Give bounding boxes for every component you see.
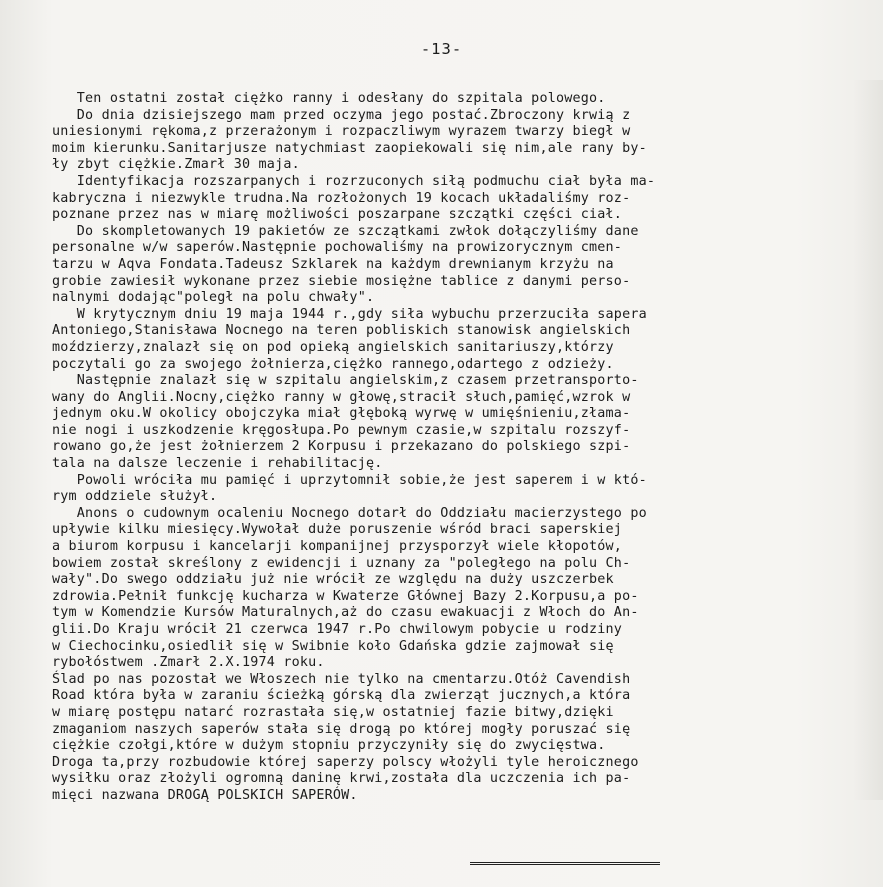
- text-line: ły zbyt ciężkie.Zmarł 30 maja.: [52, 157, 300, 173]
- text-line: Droga ta,przy rozbudowie której saperzy polscy włożyli tyle heroicznego: [52, 754, 639, 770]
- text-line: ciężkie czołgi,które w dużym stopniu przyczyniły się do zwycięstwa.: [52, 738, 606, 754]
- text-line: w Ciechocinku,osiedlił się w Swibnie koło Gdańska gdzie zajmował się: [52, 638, 614, 654]
- text-line: zmaganiom naszych saperów stała się drogą po której mogły poruszać się: [52, 721, 631, 737]
- text-line: rowano go,że jest żołnierzem 2 Korpusu i przekazano do polskiego szpi-: [52, 439, 631, 455]
- text-line: tarzu w Aqva Fondata.Tadeusz Szklarek na każdym drewnianym krzyżu na: [52, 256, 614, 272]
- text-line: Antoniego,Stanisława Nocnego na teren pobliskich stanowisk angielskich: [52, 323, 631, 339]
- text-line: nie nogi i uszkodzenie kręgosłupa.Po pewnym czasie,w szpitalu rozszyf-: [52, 422, 631, 438]
- text-line: glii.Do Kraju wrócił 21 czerwca 1947 r.Po chwilowym pobycie u rodziny: [52, 622, 623, 637]
- text-line: kabryczna i niezwykle trudna.Na rozłożonych 19 kocach układaliśmy roz-: [52, 190, 631, 206]
- text-line: upływie kilku miesięcy.Wywołał duże poruszenie wśród braci saperskiej: [52, 522, 623, 538]
- text-line: Anons o cudownym ocaleniu Nocnego dotarł do Oddziału macierzystego po: [52, 505, 647, 521]
- text-line: wały".Do swego oddziału już nie wrócił ze względu na duży uszczerbek: [52, 572, 614, 588]
- text-line: Powoli wróciła mu pamięć i uprzytomnił sobie,że jest saperem i w któ-: [52, 472, 647, 488]
- text-line: rym oddziele służył.: [52, 489, 218, 505]
- text-line: moździerzy,znalazł się on pod opieką angielskich sanitariuszy,którzy: [52, 339, 614, 355]
- body-text: [52, 91, 832, 805]
- text-line: W krytycznym dniu 19 maja 1944 r.,gdy siła wybuchu przerzuciła sapera: [52, 306, 647, 322]
- text-line: wysiłku oraz złożyli ogromną daninę krwi,została dla uczczenia ich pa-: [52, 771, 631, 787]
- text-line: tym w Komendzie Kursów Maturalnych,aż do czasu ewakuacji z Włoch do An-: [52, 605, 639, 621]
- text-line: nalnymi dodając"poległ na polu chwały".: [52, 290, 375, 306]
- text-line: zdrowia.Pełnił funkcję kucharza w Kwaterze Głównej Bazy 2.Korpusu,a po-: [52, 588, 639, 604]
- text-line: Następnie znalazł się w szpitalu angielskim,z czasem przetransporto-: [52, 373, 639, 389]
- text-line: rybołóstwem .Zmarł 2.X.1974 roku.: [52, 655, 325, 671]
- page-edge-shading: [853, 80, 883, 800]
- text-line: uniesionymi rękoma,z przerażonym i rozpaczliwym wyrazem twarzy biegł w: [52, 124, 631, 140]
- text-line: mięci nazwana DROGĄ POLSKICH SAPERÓW.: [52, 787, 358, 803]
- text-line: grobie zawiesił wykonane przez siebie mosiężne tablice z danymi perso-: [52, 273, 631, 289]
- text-line: wany do Anglii.Nocny,ciężko ranny w głowę,stracił słuch,pamięć,wzrok w: [52, 389, 631, 405]
- text-line: personalne w/w saperów.Następnie pochowaliśmy na prowizorycznym cmen-: [52, 240, 623, 256]
- text-line: a biurom korpusu i kancelarji kompanijnej przysporzył wiele kłopotów,: [52, 539, 623, 555]
- text-line: bowiem został skreślony z ewidencji i uznany za "poległego na polu Ch-: [52, 555, 631, 571]
- text-line: poczytali go za swojego żołnierza,ciężko rannego,odartego z odzieży.: [52, 356, 614, 372]
- text-line: moim kierunku.Sanitarjusze natychmiast zaopiekowali się nim,ale rany by-: [52, 140, 647, 156]
- text-line: poznane przez nas w miarę możliwości poszarpane szczątki części ciał.: [52, 207, 623, 223]
- page-number: -13-: [420, 40, 463, 58]
- text-line: Ten ostatni został ciężko ranny i odesłany do szpitala polowego.: [52, 91, 606, 106]
- text-line: Road która była w zaraniu ścieżką górską dla zwierząt jucznych,a która: [52, 688, 631, 704]
- closing-double-rule: [470, 862, 660, 865]
- text-line: Do dnia dzisiejszego mam przed oczyma jego postać.Zbroczony krwią z: [52, 107, 631, 123]
- text-line: Do skompletowanych 19 pakietów ze szczątkami zwłok dołączyliśmy dane: [52, 223, 639, 239]
- text-line: tala na dalsze leczenie i rehabilitację.: [52, 456, 383, 472]
- text-line: Ślad po nas pozostał we Włoszech nie tylko na cmentarzu.Otóż Cavendish: [52, 671, 631, 687]
- text-line: Identyfikacja rozszarpanych i rozrzuconych siłą podmuchu ciał była ma-: [52, 173, 656, 189]
- text-line: jednym oku.W okolicy obojczyka miał głęboką wyrwę w umięśnieniu,złama-: [52, 406, 631, 422]
- text-line: w miarę postępu natarć rozrastała się,w ostatniej fazie bitwy,dzięki: [52, 704, 614, 720]
